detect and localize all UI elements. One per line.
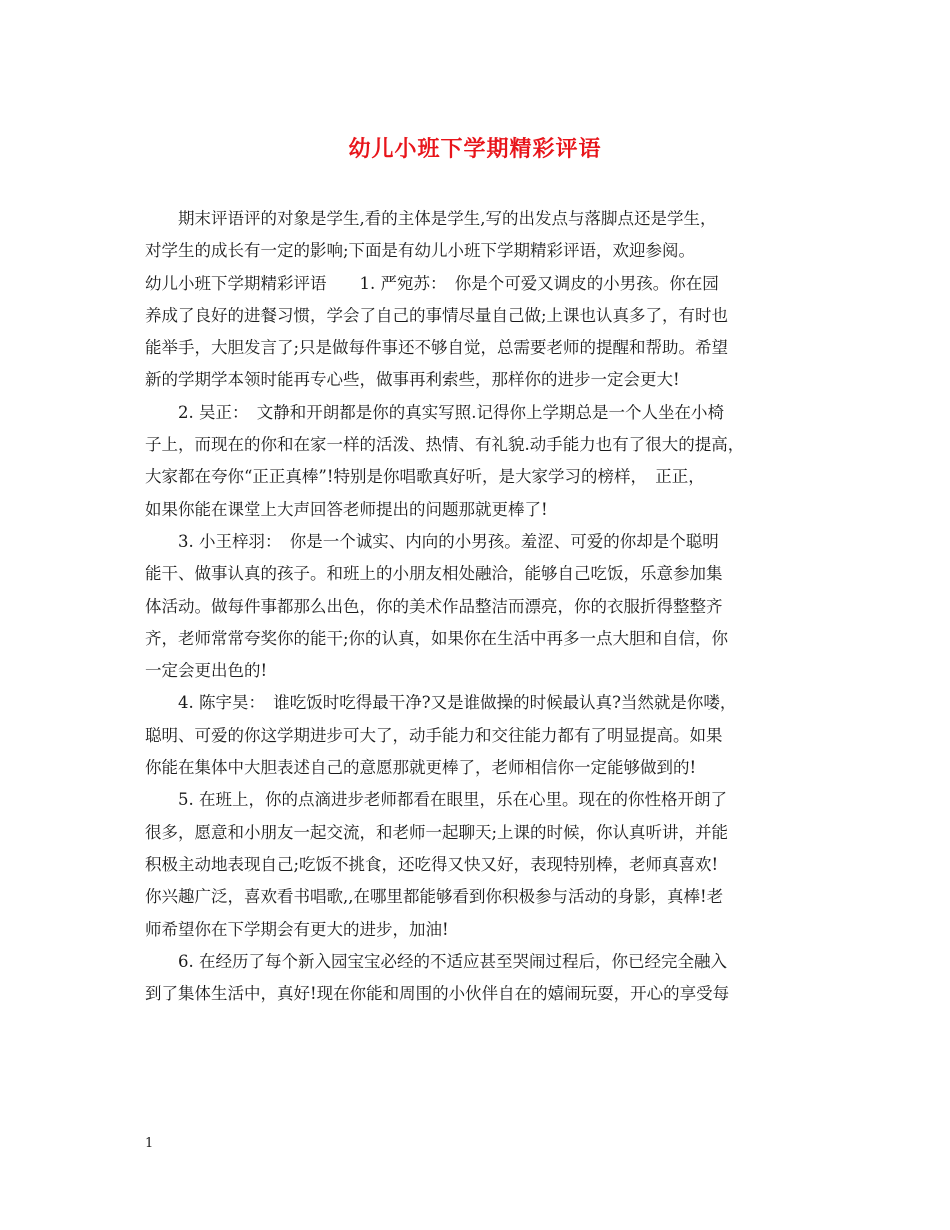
text-line: 期末评语评的对象是学生,看的主体是学生,写的出发点与落脚点还是学生， bbox=[178, 209, 717, 228]
document-body bbox=[145, 203, 810, 1010]
text-line: 6. 在经历了每个新入园宝宝必经的不适应甚至哭闹过程后，你已经完全融入 bbox=[178, 951, 727, 971]
text-line: 齐，老师常常夸奖你的能干;你的认真，如果你在生活中再多一点大胆和自信，你 bbox=[145, 628, 729, 648]
text-line: 很多，愿意和小朋友一起交流，和老师一起聊天;上课的时候，你认真听讲，并能 bbox=[145, 822, 729, 842]
text-line: 体活动。做每件事都那么出色，你的美术作品整洁而漂亮，你的衣服折得整整齐 bbox=[145, 596, 723, 616]
text-line: 2. 吴正： 文静和开朗都是你的真实写照.记得你上学期总是一个人坐在小椅 bbox=[178, 402, 724, 422]
text-line: 积极主动地表现自己;吃饭不挑食，还吃得又快又好，表现特别棒，老师真喜欢! bbox=[145, 854, 719, 874]
page-number: 1 bbox=[145, 1136, 154, 1151]
text-line: 师希望你在下学期会有更大的进步，加油! bbox=[145, 919, 449, 939]
text-line: 4. 陈宇昊： 谁吃饭时吃得最干净?又是谁做操的时候最认真?当然就是你喽， bbox=[178, 693, 737, 713]
text-line: 能干、做事认真的孩子。和班上的小朋友相处融洽，能够自己吃饭，乐意参加集 bbox=[145, 564, 723, 584]
text-line: 大家都在夸你“正正真棒”!特别是你唱歌真好听，是大家学习的榜样， 正正， bbox=[145, 467, 705, 487]
text-line: 如果你能在课堂上大声回答老师提出的问题那就更棒了! bbox=[145, 499, 548, 519]
text-line: 你能在集体中大胆表述自己的意愿那就更棒了，老师相信你一定能够做到的! bbox=[145, 758, 697, 778]
text-line: 新的学期学本领时能再专心些，做事再利索些，那样你的进步一定会更大! bbox=[145, 370, 680, 390]
text-line: 3. 小王梓羽： 你是一个诚实、内向的小男孩。羞涩、可爱的你却是个聪明 bbox=[178, 531, 719, 551]
text-line: 能举手，大胆发言了;只是做每件事还不够自觉，总需要老师的提醒和帮助。希望 bbox=[145, 338, 729, 358]
text-line: 聪明、可爱的你这学期进步可大了，动手能力和交往能力都有了明显提高。如果 bbox=[145, 725, 723, 745]
text-line: 养成了良好的进餐习惯，学会了自己的事情尽量自己做;上课也认真多了，有时也 bbox=[145, 305, 729, 325]
text-line: 到了集体生活中，真好!现在你能和周围的小伙伴自在的嬉闹玩耍，开心的享受每 bbox=[145, 984, 730, 1004]
text-line: 子上，而现在的你和在家一样的活泼、热情、有礼貌.动手能力也有了很大的提高， bbox=[145, 435, 745, 455]
text-line: 5. 在班上，你的点滴进步老师都看在眼里，乐在心里。现在的你性格开朗了 bbox=[178, 790, 727, 810]
text-line: 对学生的成长有一定的影响;下面是有幼儿小班下学期精彩评语，欢迎参阅。 bbox=[145, 241, 696, 261]
text-line: 你兴趣广泛，喜欢看书唱歌,,在哪里都能够看到你积极参与活动的身影，真棒!老 bbox=[145, 887, 724, 907]
text-line: 幼儿小班下学期精彩评语 1. 严宛苏： 你是个可爱又调皮的小男孩。你在园 bbox=[145, 273, 719, 293]
text-line: 一定会更出色的! bbox=[145, 661, 268, 681]
document-title: 幼儿小班下学期精彩评语 bbox=[348, 137, 602, 162]
